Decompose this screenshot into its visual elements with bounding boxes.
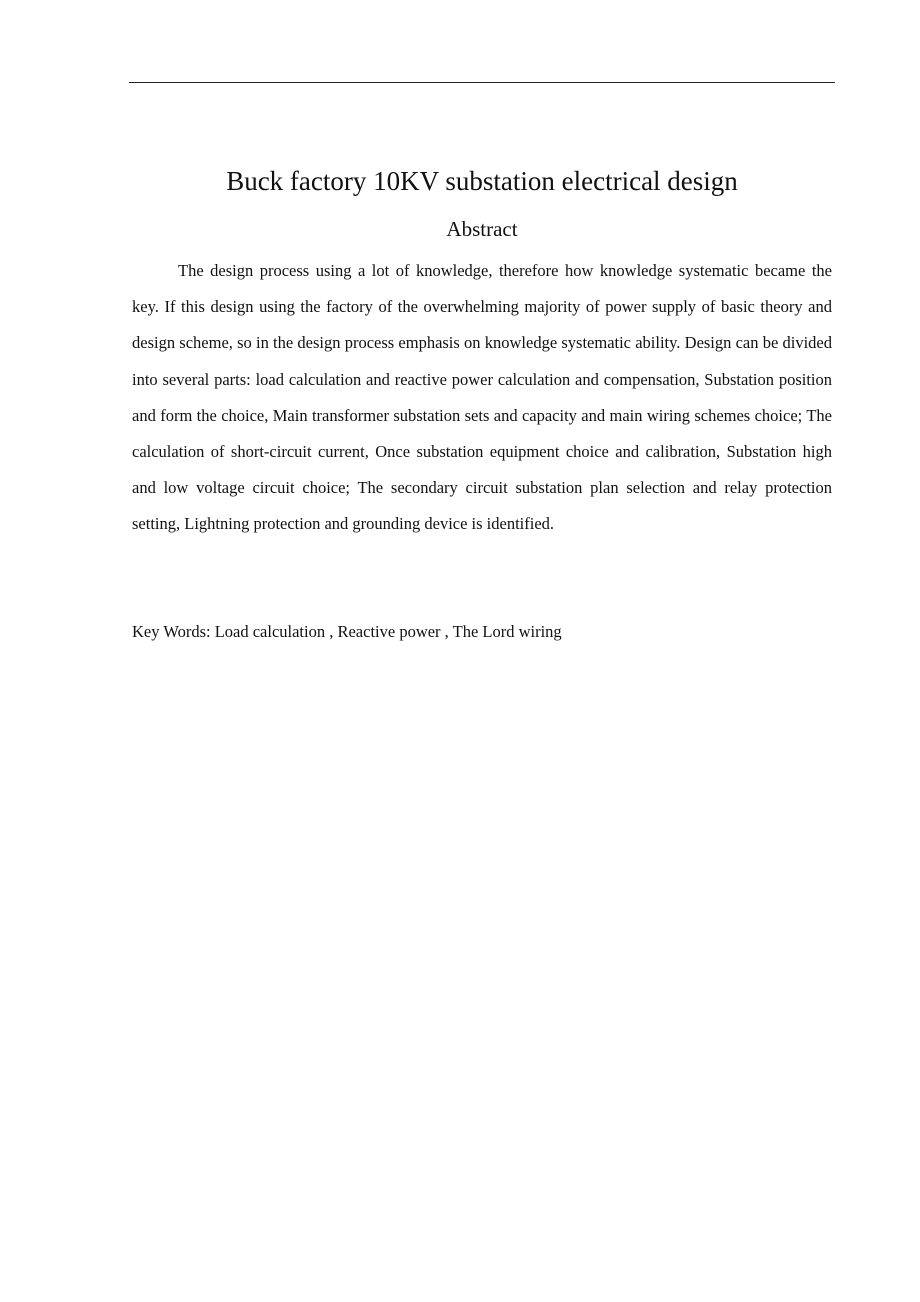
document-title: Buck factory 10KV substation electrical design <box>226 166 738 196</box>
abstract-heading: Abstract <box>446 217 518 241</box>
abstract-body: The design process using a lot of knowledge, therefore how knowledge systematic became the key. If this design using the factory of the overwhelming majority of power supply of basic theory and design scheme, so in the design process emphasis on knowledge systematic ability. Design can be divided into several parts: load calculation and reactive power calculation and compensation, Substation position and form the choice, Main transformer substation sets and capacity and main wiring schemes choice; The calculation of short-circuit current, Once substation equipment choice and calibration, Substation high and low voltage circuit choice; The secondary circuit substation plan selection and relay protection setting, Lightning protection and grounding device is identified. <box>132 261 832 534</box>
keywords-line: Key Words: Load calculation , Reactive power , The Lord wiring <box>132 622 562 641</box>
header-rule <box>129 82 835 83</box>
